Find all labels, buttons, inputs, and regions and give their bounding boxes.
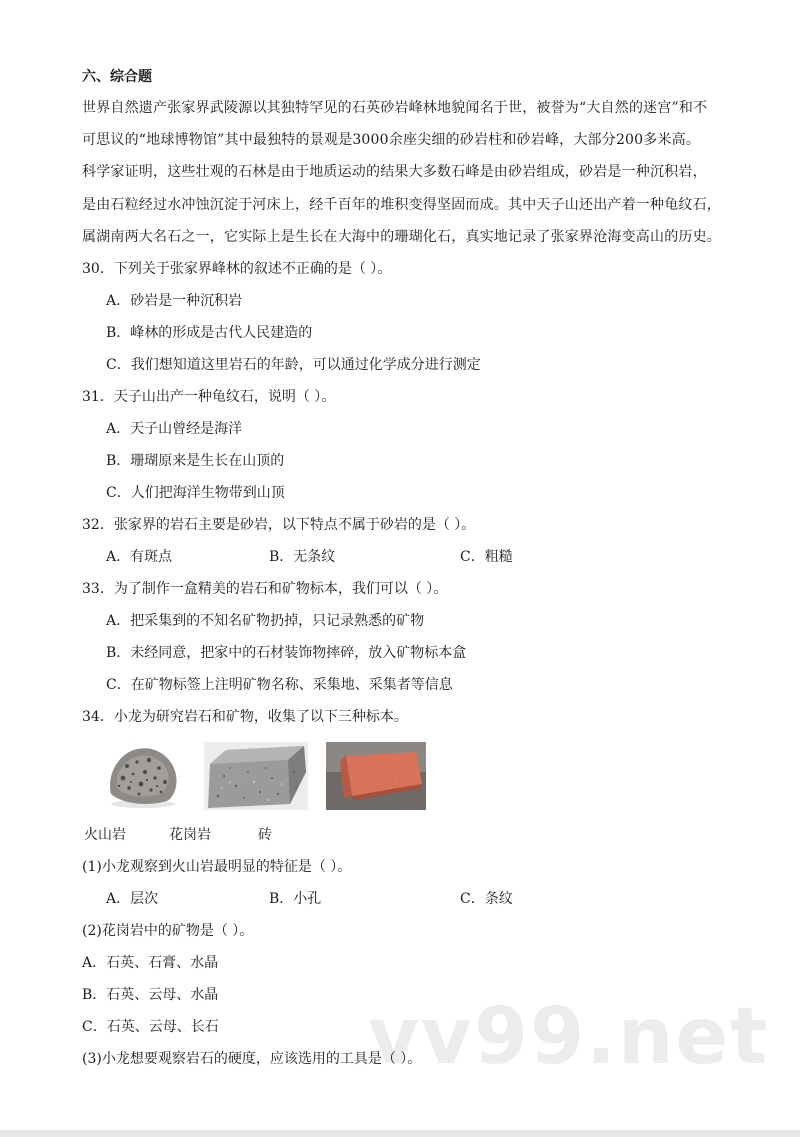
question-31-option-a: A．天子山曾经是海洋: [106, 421, 243, 437]
question-30-option-a: A．砂岩是一种沉积岩: [106, 293, 243, 309]
question-32-option-b: B．无条纹: [269, 549, 336, 565]
question-34-sub1-stem: (1)小龙观察到火山岩最明显的特征是（ ）。: [82, 859, 352, 875]
question-34-sub1-option-b: B．小孔: [269, 891, 322, 907]
question-34-sub2-stem: (2)花岗岩中的矿物是（ ）。: [82, 923, 254, 939]
question-33-option-a: A．把采集到的不知名矿物扔掉，只记录熟悉的矿物: [106, 613, 425, 629]
granite-label: 花岗岩: [169, 827, 211, 843]
question-31-option-c: C．人们把海洋生物带到山顶: [106, 485, 285, 501]
question-30-option-c: C．我们想知道这里岩石的年龄，可以通过化学成分进行测定: [106, 357, 481, 373]
brick-label: 砖: [258, 827, 272, 843]
page-bottom-edge: [0, 1130, 800, 1137]
passage-line: 科学家证明，这些壮观的石林是由于地质运动的结果大多数石峰是由砂岩组成，砂岩是一种沉积岩，: [82, 164, 707, 180]
granite-photo-icon: [204, 742, 308, 810]
question-32-option-c: C．粗糙: [460, 549, 513, 565]
section-title: 六、综合题: [82, 69, 152, 85]
question-33-option-c: C．在矿物标签上注明矿物名称、采集地、采集者等信息: [106, 677, 453, 693]
question-33-option-b: B．未经同意，把家中的石材装饰物摔碎，放入矿物标本盒: [106, 645, 467, 661]
question-34-sub1-option-a: A．层次: [106, 891, 159, 907]
question-34-stem: 34．小龙为研究岩石和矿物，收集了以下三种标本。: [82, 709, 408, 725]
passage-line: 属湖南两大名石之一，它实际上是生长在大海中的珊瑚化石，真实地记录了张家界沧海变高山的历史。: [82, 229, 721, 245]
question-34-sub1-option-c: C．条纹: [460, 891, 513, 907]
volcanic-rock-photo-icon: [103, 742, 183, 810]
watermark: vv99.net: [368, 992, 770, 1082]
question-31-stem: 31．天子山出产一种龟纹石，说明（ ）。: [82, 389, 336, 405]
question-34-sub2-option-a: A．石英、石膏、水晶: [82, 955, 219, 971]
question-31-option-b: B．珊瑚原来是生长在山顶的: [106, 453, 285, 469]
question-32-option-a: A．有斑点: [106, 549, 173, 565]
question-34-sub2-option-c: C．石英、云母、长石: [82, 1019, 219, 1035]
brick-photo-icon: [326, 742, 426, 810]
question-32-stem: 32．张家界的岩石主要是砂岩，以下特点不属于砂岩的是（ ）。: [82, 517, 476, 533]
question-30-option-b: B．峰林的形成是古代人民建造的: [106, 325, 313, 341]
question-33-stem: 33．为了制作一盒精美的岩石和矿物标本，我们可以（ ）。: [82, 581, 448, 597]
passage-line: 是由石粒经过水冲蚀沉淀于河床上，经千百年的堆积变得坚固而成。其中天子山还出产着一种龟纹石，: [82, 197, 721, 213]
passage-line: 可思议的“地球博物馆”其中最独特的景观是3000余座尖细的砂岩柱和砂岩峰，大部分200多米高。: [82, 132, 701, 148]
volcanic-rock-label: 火山岩: [84, 827, 126, 843]
passage-line: 世界自然遗产张家界武陵源以其独特罕见的石英砂岩峰林地貌闻名于世，被誉为“大自然的迷宫”和不: [82, 100, 708, 116]
question-34-sub2-option-b: B．石英、云母、水晶: [82, 987, 219, 1003]
question-34-sub3-stem: (3)小龙想要观察岩石的硬度，应该选用的工具是（ ）。: [82, 1051, 422, 1067]
question-30-stem: 30．下列关于张家界峰林的叙述不正确的是（ ）。: [82, 261, 392, 277]
